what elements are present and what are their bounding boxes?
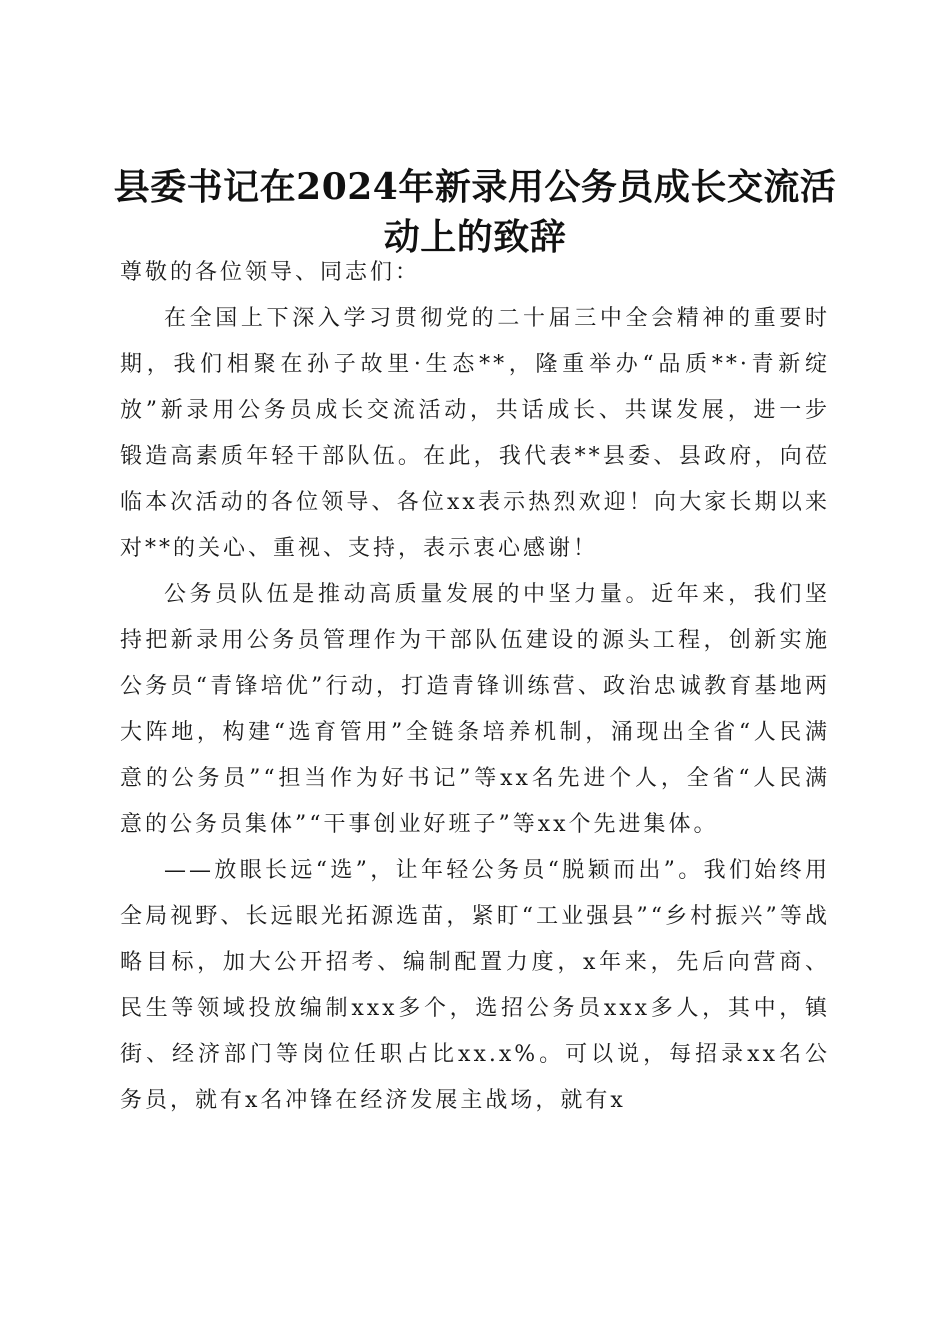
- paragraph-selection: ——放眼长远“选”，让年轻公务员“脱颖而出”。我们始终用全局视野、长远眼光拓源选苗，紧盯“工业强县”“乡村振兴”等战略目标，加大公开招考、编制配置力度，x年来，先后向营商、民生等领域投放编制xxx多个，选招公务员xxx多人，其中，镇街、经济部门等岗位任职占比xx.x%。可以说，每招录xx名公务员，就有x名冲锋在经济发展主战场，就有x: [120, 858, 830, 1113]
- salutation: 尊敬的各位领导、同志们：: [120, 260, 421, 285]
- title-line-2: 动上的致辞: [383, 216, 567, 259]
- title-line-1: 县委书记在2024年新录用公务员成长交流活: [113, 166, 837, 209]
- paragraph-civil-servants: 公务员队伍是推动高质量发展的中坚力量。近年来，我们坚持把新录用公务员管理作为干部队伍建设的源头工程，创新实施公务员“青锋培优”行动，打造青锋训练营、政治忠诚教育基地两大阵地，构建“选育管用”全链条培养机制，涌现出全省“人民满意的公务员”“担当作为好书记”等xx名先进个人，全省“人民满意的公务员集体”“干事创业好班子”等xx个先进集体。: [120, 582, 830, 837]
- paragraph-opening: 在全国上下深入学习贯彻党的二十届三中全会精神的重要时期，我们相聚在孙子故里·生态**，隆重举办“品质**·青新绽放”新录用公务员成长交流活动，共话成长、共谋发展，进一步锻造高素质年轻干部队伍。在此，我代表**县委、县政府，向莅临本次活动的各位领导、各位xx表示热烈欢迎！向大家长期以来对**的关心、重视、支持，表示衷心感谢！: [120, 306, 830, 561]
- page-title: [100, 162, 850, 262]
- document-body: [120, 250, 830, 1124]
